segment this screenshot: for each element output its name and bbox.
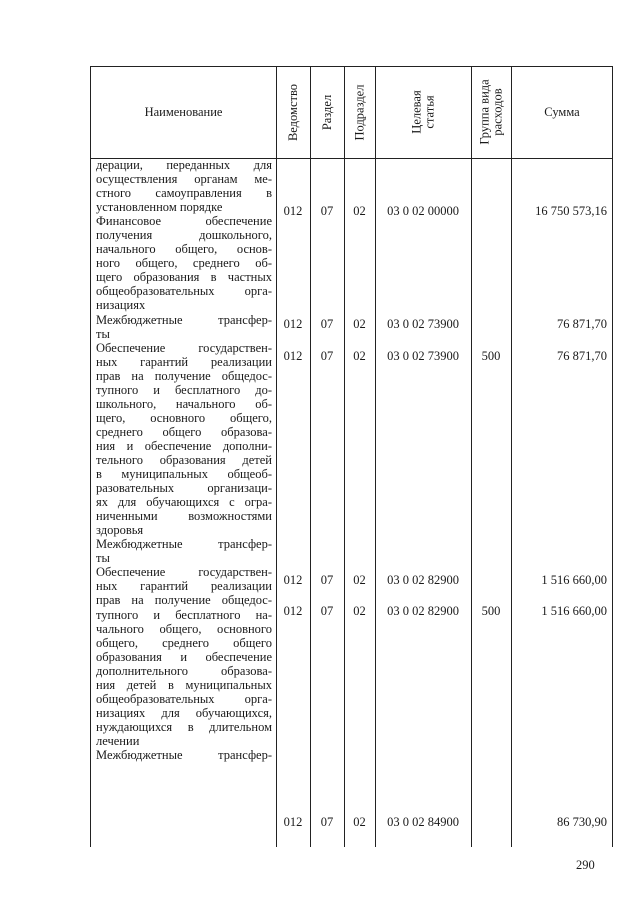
header-gruppa-line1: Группа вида [477, 79, 492, 145]
row5-name-line: Обеспечение государствен- [96, 565, 272, 580]
col-border-ved [310, 66, 311, 847]
header-vedomstvo [277, 66, 310, 158]
row3-podrazdel: 02 [353, 573, 366, 587]
row3-name-line: ниченными возможностями [96, 509, 272, 524]
header-summa-label: Сумма [544, 104, 580, 119]
header-gruppa-label [479, 79, 505, 144]
row3-name-line: здоровья [96, 523, 144, 538]
row2-summa: 76 871,70 [557, 349, 607, 363]
row1-celevaya: 03 0 02 73900 [387, 317, 459, 331]
row2-celevaya: 03 0 02 73900 [387, 349, 459, 363]
row3-summa: 1 516 660,00 [541, 573, 607, 587]
header-celevaya [376, 66, 471, 158]
header-vedomstvo-label: Ведомство [286, 83, 300, 141]
row4-name-line: Межбюджетные трансфер- [96, 537, 272, 552]
row4-razdel: 07 [320, 604, 334, 618]
row3-name-line: разовательных организаци- [96, 481, 272, 496]
row0-name-line: осуществления органам ме- [96, 172, 272, 187]
row3-name-line: прав на получение общедос- [96, 368, 272, 383]
row5-name-line: чального общего, основного [96, 621, 272, 636]
page-number: 290 [576, 858, 595, 872]
row5-razdel: 07 [320, 815, 334, 829]
header-name-label: Наименование [144, 104, 223, 119]
row3-celevaya: 03 0 02 82900 [387, 573, 459, 587]
col-border-razd [344, 66, 345, 847]
col-border-left [90, 66, 91, 847]
row3-name-line: тельного образования детей [96, 452, 272, 467]
row0-name-line: установленном порядке [96, 200, 223, 215]
row0-podrazdel: 02 [353, 204, 366, 218]
row3-vedomstvo: 012 [283, 573, 303, 587]
header-celevaya-line2: статья [422, 95, 437, 129]
row5-name-line: лечении [96, 733, 140, 748]
row4-gruppa: 500 [481, 604, 501, 618]
col-border-name [276, 66, 277, 847]
row0-celevaya: 03 0 02 00000 [387, 204, 459, 218]
row0-name-line: дерации, переданных для [96, 158, 272, 172]
row2-podrazdel: 02 [353, 349, 366, 363]
row3-name-line: ния и обеспечение дополни- [96, 438, 272, 453]
row3-name-line: ях для обучающихся с огра- [96, 495, 272, 510]
row4-summa: 1 516 660,00 [541, 604, 607, 618]
row5-name-line: общего, среднего общего [96, 635, 272, 650]
row2-name-line: ты [96, 326, 110, 341]
row1-name-line: получения дошкольного, [96, 228, 272, 243]
row5-name-line: ния детей в муниципальных [96, 677, 272, 692]
row1-razdel: 07 [320, 317, 334, 331]
row0-name-line: стного самоуправления в [96, 186, 272, 201]
row3-name-line: щего, основного общего, [96, 410, 272, 425]
header-razdel-label: Раздел [320, 94, 335, 130]
row5-podrazdel: 02 [353, 815, 366, 829]
row1-podrazdel: 02 [353, 317, 366, 331]
row5-summa: 86 730,90 [557, 815, 607, 829]
col-border-cs [471, 66, 472, 847]
row5-name-line: тупного и бесплатного на- [96, 607, 272, 622]
col-border-right [612, 66, 613, 847]
row0-summa: 16 750 573,16 [535, 204, 607, 218]
header-name [91, 66, 276, 158]
row5-vedomstvo: 012 [283, 815, 303, 829]
header-gruppa-line2: расходов [490, 88, 505, 136]
row0-vedomstvo: 012 [283, 204, 303, 218]
row2-name-line: Межбюджетные трансфер- [96, 312, 272, 327]
row5-name-line: нуждающихся в длительном [96, 719, 272, 734]
header-celevaya-line1: Целевая [409, 90, 424, 134]
row4-name-line: ты [96, 551, 110, 566]
row3-name-line: Обеспечение государствен- [96, 340, 272, 355]
row1-name-line: щего образования в частных [96, 270, 272, 285]
row5-name-line: дополнительного образова- [96, 663, 272, 678]
row5-name-line: образования и обеспечение [96, 649, 272, 664]
row4-celevaya: 03 0 02 82900 [387, 604, 459, 618]
row2-vedomstvo: 012 [283, 349, 303, 363]
row3-name-line: в муниципальных общеоб- [96, 467, 272, 482]
row1-summa: 76 871,70 [557, 317, 607, 331]
name-column [96, 158, 272, 762]
row4-vedomstvo: 012 [283, 604, 303, 618]
row1-vedomstvo: 012 [283, 317, 303, 331]
row5-name-line: ных гарантий реализации [96, 579, 272, 594]
row0-razdel: 07 [320, 204, 334, 218]
row1-name-line: низациях [96, 298, 146, 313]
row5-name-line: общеобразовательных орга- [96, 691, 272, 706]
row5-name-line: низациях для обучающихся, [96, 705, 272, 720]
header-razdel [311, 66, 344, 158]
row3-razdel: 07 [320, 573, 334, 587]
row1-name-line: ного общего, среднего об- [96, 256, 272, 271]
row2-gruppa: 500 [481, 349, 501, 363]
col-border-podr [375, 66, 376, 847]
col-border-vr [511, 66, 512, 847]
header-summa [512, 66, 612, 158]
row2-razdel: 07 [320, 349, 334, 363]
header-gruppa [472, 66, 511, 158]
row1-name-line: Финансовое обеспечение [96, 214, 272, 229]
header-podrazdel-label: Подраздел [352, 84, 367, 140]
row3-name-line: тупного и бесплатного до- [96, 382, 272, 397]
row3-name-line: среднего общего образова- [96, 424, 272, 439]
header-podrazdel [345, 66, 375, 158]
row3-name-line: ных гарантий реализации [96, 354, 272, 369]
row4-podrazdel: 02 [353, 604, 366, 618]
row3-name-line: школьного, начального об- [96, 396, 272, 411]
row5-name-line: прав на получение общедос- [96, 593, 272, 608]
row1-name-line: начального общего, основ- [96, 242, 272, 257]
row1-name-line: общеобразовательных орга- [96, 284, 272, 299]
header-celevaya-label [411, 90, 437, 133]
row5-celevaya: 03 0 02 84900 [387, 815, 459, 829]
row6-name-line: Межбюджетные трансфер- [96, 747, 272, 762]
